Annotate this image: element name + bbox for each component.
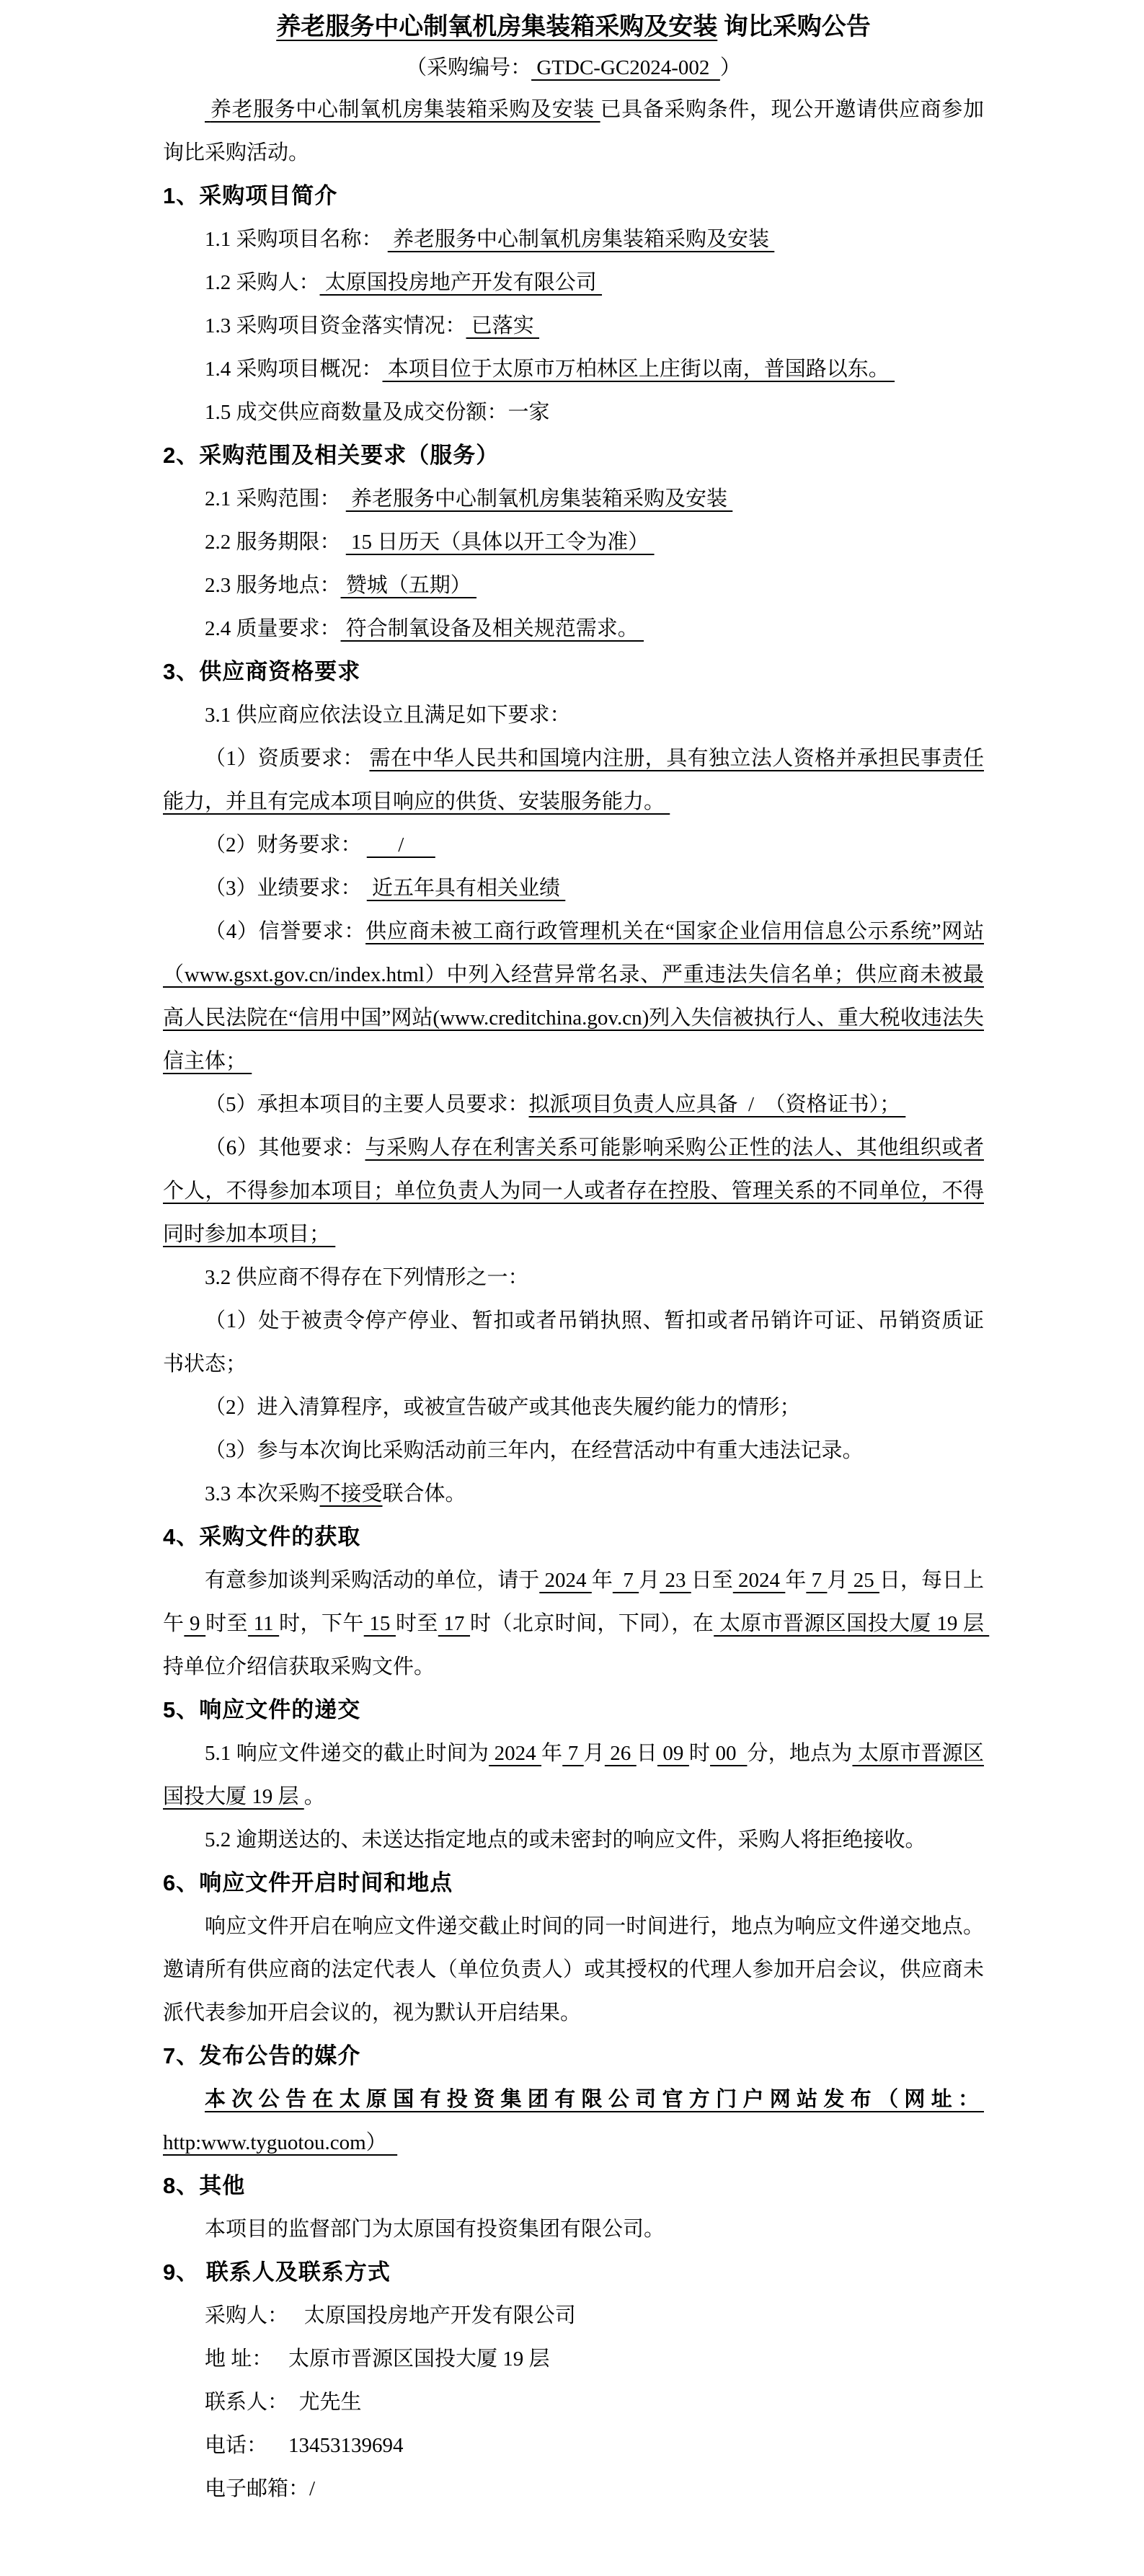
underlined-text-segment: 17 bbox=[438, 1612, 471, 1635]
section-5-heading bbox=[163, 1688, 984, 1732]
text-segment: 分，地点为 bbox=[747, 1742, 853, 1765]
text-segment: 1、采购项目简介 bbox=[163, 183, 338, 208]
text-segment: 年 bbox=[591, 1569, 613, 1592]
section-9-heading bbox=[163, 2251, 984, 2294]
text-segment: 响应文件开启在响应文件递交截止时间的同一时间进行，地点为响应文件递交地点。邀请所有供应商的法定代表人（单位负责人）或其授权的代理人参加开启会议，供应商未派代表参加开启会议的，视为默认开启结果。 bbox=[163, 1915, 984, 2024]
text-segment: 1.5 成交供应商数量及成交份额：一家 bbox=[205, 401, 550, 424]
item-3-1-5 bbox=[163, 1083, 984, 1126]
text-segment: 月 bbox=[827, 1569, 848, 1592]
item-5-1 bbox=[163, 1732, 984, 1818]
text-segment: 电子邮箱：/ bbox=[205, 2477, 316, 2500]
text-segment: （6）其他要求： bbox=[205, 1136, 365, 1159]
underlined-text-segment: 赞城（五期） bbox=[340, 574, 477, 597]
underlined-text-segment: 养老服务中心制氧机房集装箱采购及安装 bbox=[345, 487, 733, 510]
underlined-text-segment: 00 bbox=[710, 1742, 748, 1765]
contact-person bbox=[163, 2381, 984, 2424]
underlined-text-segment: http:www.tyguotou.com） bbox=[163, 2131, 398, 2154]
text-segment: 时（北京时间，下同），在 bbox=[470, 1612, 714, 1635]
underlined-text-segment: 养老服务中心制氧机房集装箱采购及安装 bbox=[387, 228, 775, 251]
item-1-3 bbox=[163, 304, 984, 348]
text-segment: 9、 联系人及联系方式 bbox=[163, 2259, 391, 2285]
contact-phone bbox=[163, 2424, 984, 2467]
item-3-1-1 bbox=[163, 737, 984, 823]
text-segment: （5）承担本项目的主要人员要求： bbox=[205, 1093, 529, 1116]
text-segment: 地 址： 太原市晋源区国投大厦 19 层 bbox=[205, 2347, 550, 2371]
text-segment: 联合体。 bbox=[382, 1482, 466, 1505]
underlined-text-segment: 太原国投房地产开发有限公司 bbox=[319, 271, 603, 294]
underlined-text-segment: GTDC-GC2024-002 bbox=[531, 56, 720, 79]
underlined-text-segment: 符合制氧设备及相关规范需求。 bbox=[340, 617, 644, 640]
section-4-paragraph bbox=[163, 1559, 1000, 1688]
text-segment: 5、响应文件的递交 bbox=[163, 1697, 361, 1722]
text-segment: 3.3 本次采购 bbox=[205, 1482, 320, 1505]
text-segment: 时至 bbox=[395, 1612, 438, 1635]
text-segment: 时 bbox=[688, 1742, 711, 1765]
underlined-text-segment: / bbox=[366, 833, 435, 857]
text-segment: 2、采购范围及相关要求（服务） bbox=[163, 443, 500, 468]
text-segment: 日至 bbox=[691, 1569, 733, 1592]
text-segment: （3）参与本次询比采购活动前三年内，在经营活动中有重大违法记录。 bbox=[205, 1439, 864, 1462]
section-6-heading bbox=[163, 1862, 984, 1905]
item-1-5 bbox=[163, 391, 984, 434]
text-segment: 6、响应文件开启时间和地点 bbox=[163, 1870, 453, 1895]
item-3-1-4 bbox=[163, 910, 984, 1083]
underlined-text-segment: 25 bbox=[848, 1569, 879, 1592]
contact-address bbox=[163, 2337, 984, 2381]
item-3-1-3 bbox=[163, 867, 984, 910]
text-segment: 2.2 服务期限： bbox=[205, 531, 346, 554]
doc-subtitle bbox=[163, 48, 984, 88]
underlined-text-segment: 2024 bbox=[539, 1569, 592, 1592]
text-segment: （1）处于被责令停产停业、暂扣或者吊销执照、暂扣或者吊销许可证、吊销资质证书状态； bbox=[163, 1309, 984, 1376]
section-2-heading bbox=[163, 434, 984, 477]
contact-purchaser bbox=[163, 2294, 984, 2337]
text-segment: 1.4 采购项目概况： bbox=[205, 358, 383, 381]
text-segment: （4）信誉要求： bbox=[205, 920, 366, 943]
item-3-1-2 bbox=[163, 823, 984, 867]
text-segment: 时至 bbox=[205, 1612, 248, 1635]
text-segment: （3）业绩要求： bbox=[205, 877, 367, 900]
underlined-text-segment: 已落实 bbox=[466, 314, 540, 337]
underlined-text-segment: 11 bbox=[247, 1612, 280, 1635]
text-segment: 2.1 采购范围： bbox=[205, 487, 346, 510]
underlined-text-segment: 太原市晋源区国投大厦 19 层 bbox=[714, 1612, 990, 1635]
underlined-text-segment: 9 bbox=[184, 1612, 206, 1635]
item-3-3 bbox=[163, 1472, 984, 1515]
item-3-2-1 bbox=[163, 1299, 984, 1386]
text-segment: 电话： 13453139694 bbox=[205, 2434, 404, 2457]
item-3-2-2 bbox=[163, 1386, 984, 1429]
text-segment: 时，下午 bbox=[279, 1612, 364, 1635]
text-segment: （2）财务要求： bbox=[205, 833, 367, 857]
text-segment: 4、采购文件的获取 bbox=[163, 1524, 361, 1549]
item-3-1 bbox=[163, 694, 984, 737]
item-2-2 bbox=[163, 521, 984, 564]
section-8-heading bbox=[163, 2164, 984, 2208]
text-segment: 年 bbox=[541, 1742, 563, 1765]
text-segment: 年 bbox=[785, 1569, 807, 1592]
item-5-2 bbox=[163, 1818, 984, 1862]
underlined-text-segment: 太原市晋源区国投大厦 19 层 bbox=[163, 1742, 984, 1808]
text-segment: 采购人： 太原国投房地产开发有限公司 bbox=[205, 2304, 576, 2327]
section-8-paragraph bbox=[163, 2208, 984, 2251]
text-segment: 2.4 质量要求： bbox=[205, 617, 341, 640]
text-segment: 。 bbox=[303, 1785, 325, 1808]
text-segment: 日，每日上午 bbox=[163, 1569, 985, 1635]
underlined-text-segment: 15 bbox=[363, 1612, 396, 1635]
item-3-2-3 bbox=[163, 1429, 984, 1472]
text-segment: 1.2 采购人： bbox=[205, 271, 320, 294]
underlined-text-segment: 15 日历天（具体以开工令为准） bbox=[345, 531, 655, 554]
underlined-text-segment: 7 bbox=[612, 1569, 639, 1592]
doc-title bbox=[163, 7, 984, 48]
text-segment: 8、其他 bbox=[163, 2173, 246, 2198]
text-segment: 询比采购公告 bbox=[717, 14, 871, 40]
text-segment: 5.1 响应文件递交的截止时间为 bbox=[205, 1742, 489, 1765]
section-7-paragraph bbox=[163, 2078, 984, 2164]
item-1-4 bbox=[163, 348, 984, 391]
underlined-text-segment: 26 bbox=[604, 1742, 637, 1765]
item-3-1-6 bbox=[163, 1126, 984, 1256]
underlined-text-segment: 23 bbox=[660, 1569, 691, 1592]
section-3-heading bbox=[163, 650, 984, 694]
contact-email bbox=[163, 2467, 984, 2510]
underlined-text-segment: 2024 bbox=[732, 1569, 786, 1592]
underlined-text-segment: 拟派项目负责人应具备 / （资格证书）； bbox=[528, 1093, 906, 1116]
underlined-text-segment: 2024 bbox=[489, 1742, 542, 1765]
item-1-2 bbox=[163, 261, 984, 304]
text-segment: 有意参加谈判采购活动的单位，请于 bbox=[205, 1569, 540, 1592]
underlined-text-segment: 09 bbox=[657, 1742, 689, 1765]
text-segment: （采购编号： bbox=[406, 56, 532, 79]
text-segment: 日 bbox=[636, 1742, 657, 1765]
item-2-1 bbox=[163, 477, 984, 521]
text-segment: 本项目的监督部门为太原国有投资集团有限公司。 bbox=[205, 2218, 665, 2241]
text-segment: 联系人： 尤先生 bbox=[205, 2391, 362, 2414]
text-segment: 月 bbox=[639, 1569, 660, 1592]
section-1-heading bbox=[163, 174, 984, 218]
underlined-text-segment: 本项目位于太原市万柏林区上庄街以南，普国路以东。 bbox=[382, 358, 895, 381]
item-2-4 bbox=[163, 607, 984, 650]
text-segment: 月 bbox=[583, 1742, 605, 1765]
document-body bbox=[163, 7, 1000, 2510]
section-6-paragraph bbox=[163, 1905, 984, 2035]
underlined-text-segment: 本次公告在太原国有投资集团有限公司官方门户网站发布（网址： bbox=[205, 2088, 984, 2111]
text-segment: （1）资质要求： bbox=[205, 747, 370, 770]
section-7-heading bbox=[163, 2035, 984, 2078]
intro-paragraph bbox=[163, 88, 984, 174]
text-segment: 1.1 采购项目名称： bbox=[205, 228, 388, 251]
text-segment: 3.2 供应商不得存在下列情形之一： bbox=[205, 1266, 529, 1289]
text-segment: 5.2 逾期送达的、未送达指定地点的或未密封的响应文件，采购人将拒绝接收。 bbox=[205, 1828, 926, 1851]
item-2-3 bbox=[163, 564, 984, 607]
underlined-text-segment: 7 bbox=[562, 1742, 584, 1765]
text-segment: 7、发布公告的媒介 bbox=[163, 2043, 361, 2068]
text-segment: ） bbox=[719, 56, 741, 79]
underlined-text-segment: 养老服务中心制氧机房集装箱采购及安装 bbox=[276, 14, 718, 40]
text-segment: 1.3 采购项目资金落实情况： bbox=[205, 314, 466, 337]
underlined-text-segment: 7 bbox=[806, 1569, 828, 1592]
text-segment: 已具备采购条件，现公开邀请供应商参加询比采购活动。 bbox=[163, 98, 984, 164]
text-segment: 3、供应商资格要求 bbox=[163, 659, 361, 684]
underlined-text-segment: 与采购人存在利害关系可能影响采购公正性的法人、其他组织或者个人，不得参加本项目；单位负责人为同一人或者存在控股、管理关系的不同单位，不得同时参加本项目； bbox=[163, 1136, 984, 1246]
underlined-text-segment: 供应商未被工商行政管理机关在“国家企业信用信息公示系统”网站（www.gsxt.gov.cn/index.html）中列入经营异常名录、严重违法失信名单；供应商未被最高人民法院在“信用中国”网站(www.creditchina.gov.cn)列入失信被执行人、重大税收违法失信主体； bbox=[163, 920, 984, 1073]
underlined-text-segment: 不接受 bbox=[319, 1482, 383, 1505]
text-segment: （2）进入清算程序，或被宣告破产或其他丧失履约能力的情形； bbox=[205, 1396, 801, 1419]
item-1-1 bbox=[163, 218, 984, 261]
item-3-2 bbox=[163, 1256, 984, 1299]
text-segment: 3.1 供应商应依法设立且满足如下要求： bbox=[205, 704, 571, 727]
underlined-text-segment: 养老服务中心制氧机房集装箱采购及安装 bbox=[205, 98, 600, 121]
section-4-heading bbox=[163, 1515, 984, 1559]
underlined-text-segment: 需在中华人民共和国境内注册，具有独立法人资格并承担民事责任能力，并且有完成本项目响应的供货、安装服务能力。 bbox=[163, 747, 984, 813]
underlined-text-segment: 近五年具有相关业绩 bbox=[366, 877, 566, 900]
text-segment: 持单位介绍信获取采购文件。 bbox=[163, 1612, 1000, 1678]
text-segment: 2.3 服务地点： bbox=[205, 574, 341, 597]
